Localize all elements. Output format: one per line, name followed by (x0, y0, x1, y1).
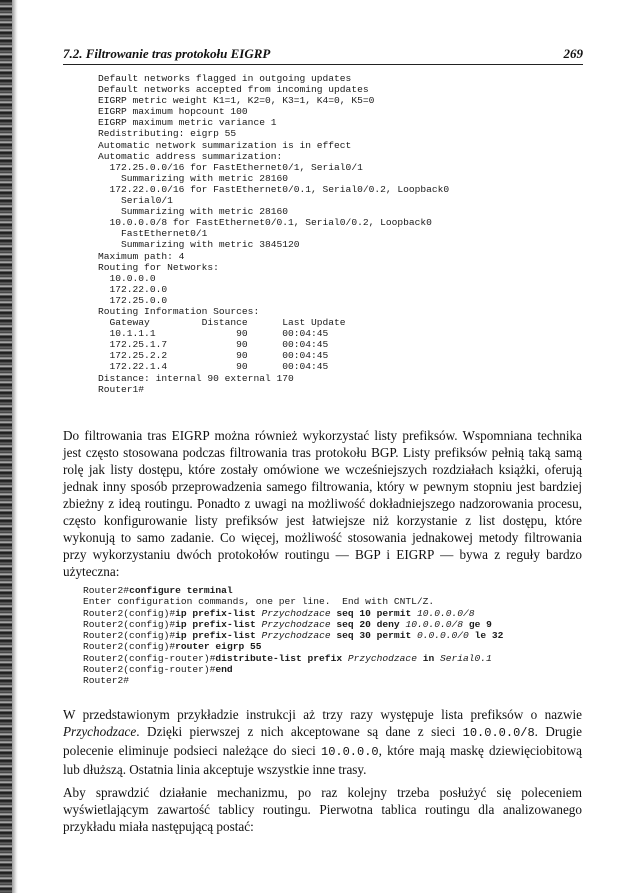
config-line: Router2(config)#ip prefix-list Przychodzace seq 30 permit 0.0.0.0/0 le 32 (83, 630, 504, 641)
code-line: Routing for Networks: (98, 261, 219, 273)
config-line: Router2#configure terminal (83, 585, 233, 596)
paragraph-explanation: W przedstawionym przykładzie instrukcji aż trzy razy występuje lista prefiksów o nazwie Przychodzace. Dzięki pierwszej z nich akceptowane są dane z sieci 10.0.0.0/8. Drugie polecenie eliminuje podsieci należące do sieci 10.0.0.0, które mają maskę dziewięciobitową lub dłuższą. Ostatnia linia akceptuje wszystkie inne trasy. (63, 707, 583, 777)
code-line: 172.25.1.7 90 00:04:45 (98, 339, 329, 351)
code-line: Automatic network summarization is in effect (98, 139, 352, 151)
code-line: 172.22.1.4 90 00:04:45 (98, 361, 329, 373)
running-header (63, 46, 583, 64)
code-line: Routing Information Sources: (98, 305, 260, 317)
config-line: Router2# (83, 675, 130, 686)
config-listing (83, 585, 503, 686)
code-line: Router1# (98, 383, 145, 395)
page-number: 269 (563, 46, 583, 61)
code-line: EIGRP maximum hopcount 100 (98, 106, 248, 118)
chapter-title: 7.2. Filtrowanie tras protokołu EIGRP (63, 46, 271, 61)
code-line: 10.0.0.0 (98, 272, 156, 284)
code-line: Summarizing with metric 28160 (98, 206, 288, 218)
code-line: Summarizing with metric 28160 (98, 172, 288, 184)
code-line: 10.1.1.1 90 00:04:45 (98, 328, 329, 340)
header-rule (63, 64, 583, 65)
config-line: Router2(config-router)#distribute-list prefix Przychodzace in Serial0.1 (83, 652, 492, 664)
code-line: 172.25.2.2 90 00:04:45 (98, 350, 329, 362)
code-line: FastEthernet0/1 (98, 228, 208, 240)
binding-shadow (0, 0, 12, 893)
config-line: Router2(config)#ip prefix-list Przychodzace seq 20 deny 10.0.0.0/8 ge 9 (83, 618, 492, 630)
code-line: 172.22.0.0/16 for FastEthernet0/0.1, Serial0/0.2, Loopback0 (98, 183, 450, 195)
code-line: EIGRP metric weight K1=1, K2=0, K3=1, K4=0, K5=0 (98, 95, 375, 107)
paragraph-verify: Aby sprawdzić działanie mechanizmu, po raz kolejny trzeba posłużyć się poleceniem wyświetlającym zawartość tablicy routingu. Pierwotna tablica routingu dla analizowanego przykładu miała następującą postać: (63, 785, 582, 834)
config-line: Router2(config)#router eigrp 55 (83, 641, 262, 653)
code-line: Redistributing: eigrp 55 (98, 128, 237, 140)
code-line: 172.25.0.0/16 for FastEthernet0/1, Serial0/1 (98, 161, 363, 173)
code-line: 10.0.0.0/8 for FastEthernet0/0.1, Serial0/0.2, Loopback0 (98, 217, 432, 229)
code-line: Automatic address summarization: (98, 150, 283, 162)
code-line: 172.25.0.0 (98, 294, 168, 306)
code-line: Default networks flagged in outgoing updates (98, 73, 352, 84)
binding-edge (12, 0, 18, 893)
code-line: EIGRP maximum metric variance 1 (98, 117, 277, 129)
code-line: Summarizing with metric 3845120 (98, 239, 300, 251)
config-line: Router2(config)#ip prefix-list Przychodzace seq 10 permit 10.0.0.0/8 (83, 607, 475, 619)
paragraph-prefix-lists: Do filtrowania tras EIGRP można również wykorzystać listy prefiksów. Wspomniana technika jest często stosowana podczas filtrowania tras protokołu BGP. Listy prefiksów pełnią taką samą rolę jak listy dostępu, które zostały omówione we wcześniejszych rozdziałach książki, oferują jednak inny sposób przeprowadzenia samego filtrowania, który w pewnym stopniu jest bardziej zbieżny z ideą routingu. Ponadto z uwagi na możliwość dokładniejszego nadzorowania procesu, często konfigurowanie listy prefiksów jest łatwiejsze niż korzystanie z list dostępu, które wykonują to samo zadanie. Co więcej, możliwość stosowania jednakowej metody filtrowania przy wykorzystaniu dwóch protokołów routingu — BGP i EIGRP — bywa z reguły bardzo użyteczna: (63, 428, 582, 579)
code-line: Maximum path: 4 (98, 250, 185, 262)
code-line: Gateway Distance Last Update (98, 317, 346, 329)
code-line: Serial0/1 (98, 195, 173, 207)
code-line: 172.22.0.0 (98, 283, 168, 295)
code-line: Default networks accepted from incoming updates (98, 84, 369, 96)
config-line: Router2(config-router)#end (83, 663, 233, 675)
config-line: Enter configuration commands, one per line. End with CNTL/Z. (83, 596, 435, 608)
code-line: Distance: internal 90 external 170 (98, 372, 294, 384)
router-output-listing (98, 73, 449, 395)
